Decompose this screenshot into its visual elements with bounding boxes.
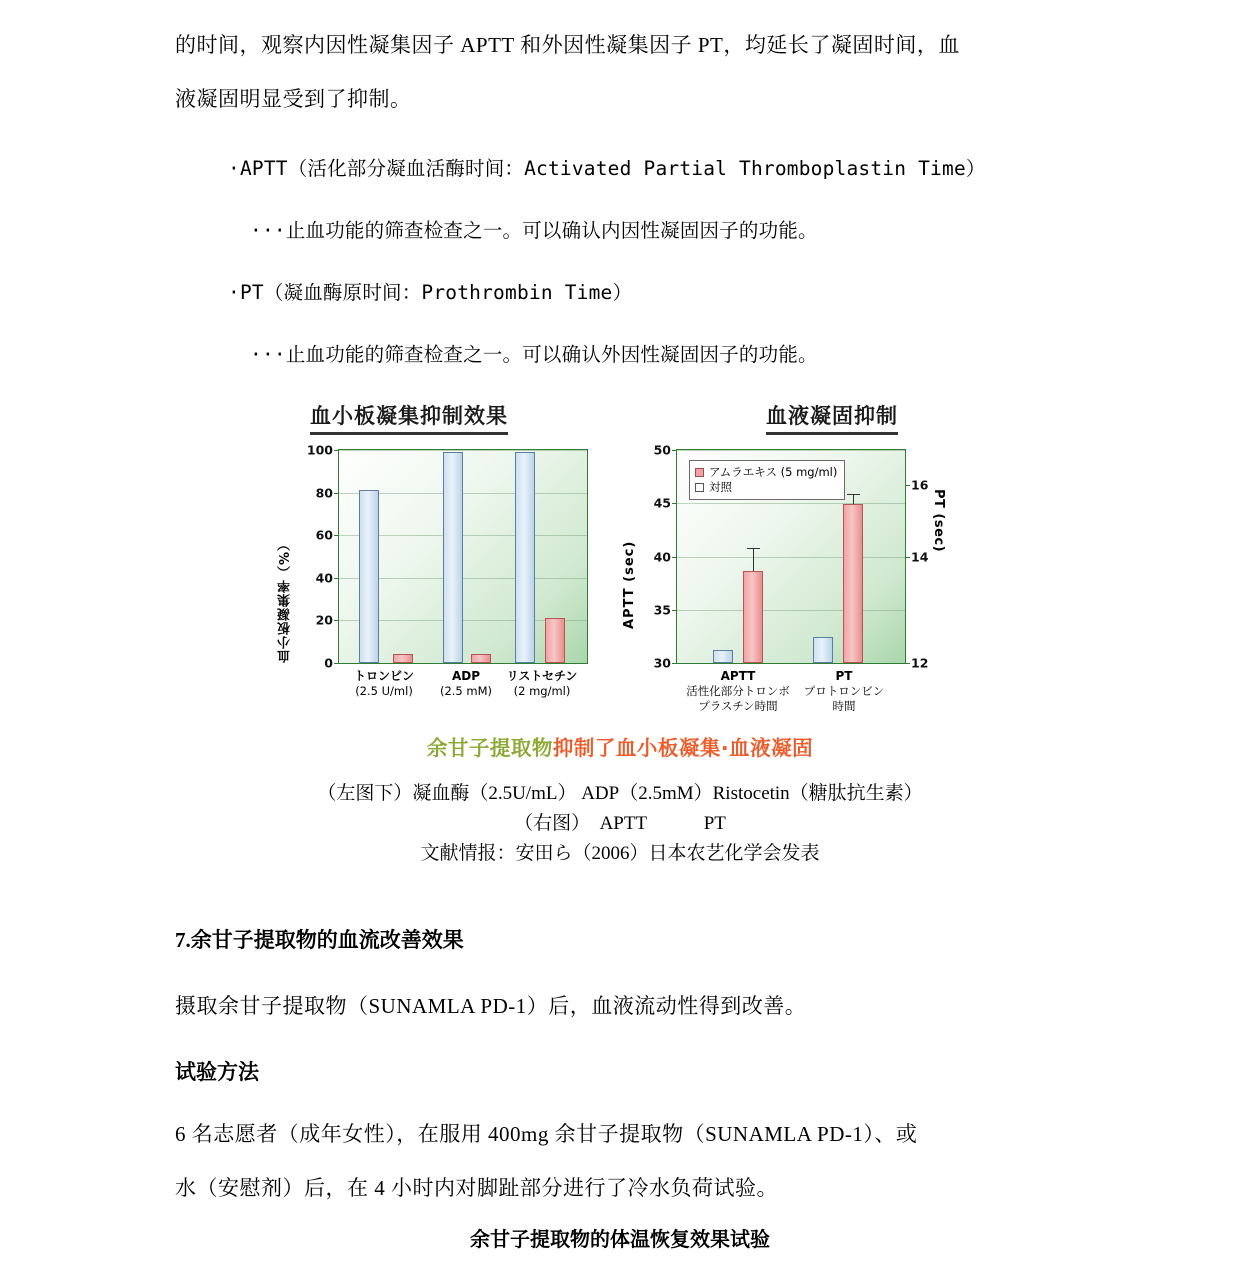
chart-blood-coagulation — [618, 442, 948, 715]
errorbar-cap-amla-aptt — [747, 548, 760, 549]
legend-swatch-control — [695, 483, 704, 492]
bar-amla-thrombin — [393, 654, 413, 663]
x-label-adp: ADP (2.5 mM) — [439, 669, 493, 698]
y-tick-80: 80 — [315, 485, 333, 501]
x-label-aptt: APTT 活性化部分トロンボ プラスチン時間 — [686, 669, 790, 713]
x-label-thrombin: トロンビン (2.5 U/ml) — [353, 669, 415, 698]
y-tick-20: 20 — [315, 612, 333, 628]
method-paragraph — [175, 1107, 1120, 1215]
method-paragraph-line-2: 水（安慰剂）后，在 4 小时内对脚趾部分进行了冷水负荷试验。 — [175, 1176, 778, 1200]
y-tick-40: 40 — [653, 549, 671, 564]
bar-control-ristocetin — [515, 452, 535, 663]
chart-right-x-labels — [676, 669, 906, 715]
figure-title-right: 血液凝固抑制 — [766, 400, 898, 435]
figure-caption-2: （右图） APTT PT — [514, 813, 726, 834]
figure-platelet-coagulation — [270, 400, 970, 761]
paragraph-1-line-2: 液凝固明显受到了抑制。 — [175, 87, 412, 111]
figure-banner-green: 余甘子提取物 — [426, 736, 553, 760]
paragraph-1-line-1: 的时间，观察内因性凝集因子 APTT 和外因性凝集因子 PT，均延长了凝固时间，血 — [175, 33, 960, 57]
bullet-pt: ·PT（凝血酶原时间：Prothrombin Time） — [228, 281, 633, 304]
errorbar-amla-aptt — [753, 549, 754, 571]
chart-platelet-aggregation — [270, 442, 600, 715]
bottom-title: 余甘子提取物的体温恢复效果试验 — [470, 1229, 770, 1251]
y-tick-right-12: 12 — [911, 655, 929, 671]
chart-left-x-labels — [338, 669, 588, 709]
legend-label-control: 対照 — [709, 480, 732, 494]
y-tick-40: 40 — [315, 570, 333, 586]
bar-amla-ristocetin — [545, 618, 565, 663]
figure-banner-orange: 抑制了血小板凝集·血液凝固 — [552, 736, 814, 760]
chart-right-y-axis-label-left: APTT (sec) — [622, 540, 637, 629]
section-7-paragraph: 摄取余甘子提取物（SUNAMLA PD-1）后，血液流动性得到改善。 — [175, 994, 807, 1018]
bar-amla-adp — [471, 654, 491, 663]
y-tick-45: 45 — [653, 495, 671, 511]
bar-control-adp — [443, 452, 463, 663]
legend-swatch-amla — [695, 468, 704, 477]
figure-titles — [270, 400, 970, 435]
bar-amla-pt — [843, 504, 863, 663]
y-tick-right-14: 14 — [911, 549, 929, 564]
bar-control-pt — [813, 637, 833, 663]
legend-label-amla: アムラエキス (5 mg/ml) — [709, 465, 838, 479]
x-label-ristocetin: リストセチン (2 mg/ml) — [506, 669, 578, 698]
chart-left-y-axis-label: 血小板凝集率（%） — [278, 536, 293, 663]
chart-right-plot-area — [653, 442, 929, 671]
method-paragraph-line-1: 6 名志愿者（成年女性），在服用 400mg 余甘子提取物（SUNAMLA PD-1）、或 — [175, 1122, 918, 1146]
y-tick-30: 30 — [653, 655, 671, 671]
y-tick-60: 60 — [315, 527, 333, 543]
errorbar-cap-amla-pt — [847, 494, 860, 495]
figure-bottom-banner — [270, 731, 970, 761]
legend-row-control — [695, 480, 837, 495]
chart-legend — [689, 460, 845, 500]
method-heading: 试验方法 — [175, 1060, 259, 1084]
errorbar-amla-pt — [853, 495, 854, 504]
paragraph-1 — [175, 18, 1120, 126]
y-tick-100: 100 — [306, 442, 333, 458]
charts-container — [270, 442, 970, 715]
legend-row-amla — [695, 465, 837, 480]
bar-control-thrombin — [359, 490, 379, 663]
y-tick-35: 35 — [653, 602, 671, 618]
bullet-pt-desc: ···止血功能的筛查检查之一。可以确认外因性凝固因子的功能。 — [250, 343, 818, 366]
figure-caption-3: 文献情报：安田ら（2006）日本农艺化学会发表 — [420, 843, 820, 864]
x-label-pt: PT プロトロンビン 時間 — [803, 669, 885, 713]
chart-left-plot-area — [306, 442, 588, 671]
section-7-heading: 7.余甘子提取物的血流改善效果 — [175, 928, 464, 952]
figure-title-left: 血小板凝集抑制效果 — [310, 400, 508, 435]
bar-amla-aptt — [743, 571, 763, 663]
y-tick-0: 0 — [324, 655, 333, 671]
bar-control-aptt — [713, 650, 733, 663]
bullet-aptt: ·APTT（活化部分凝血活酶时间：Activated Partial Thromboplastin Time） — [228, 157, 986, 180]
y-tick-50: 50 — [653, 442, 671, 458]
chart-right-y-axis-label-right: PT (sec) — [931, 489, 946, 553]
figure-caption-1: （左图下）凝血酶（2.5U/mL） ADP（2.5mM）Ristocetin（糖肽抗生素） — [317, 783, 923, 804]
bullet-aptt-desc: ···止血功能的筛查检查之一。可以确认内因性凝固因子的功能。 — [250, 219, 818, 242]
y-tick-right-16: 16 — [911, 477, 929, 493]
